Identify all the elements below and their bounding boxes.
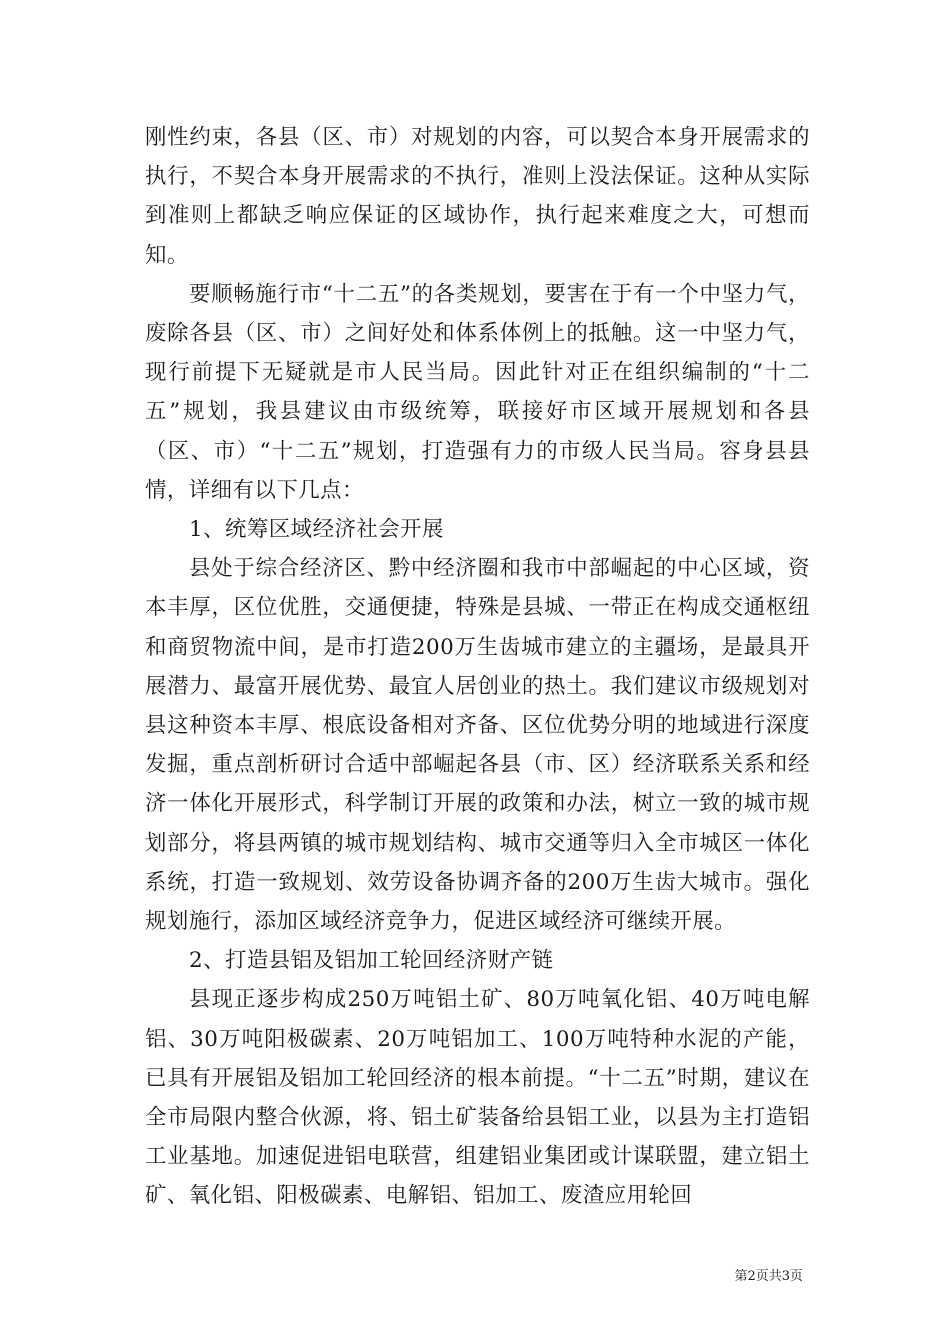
section-heading: 1、统筹区域经济社会开展 <box>189 517 444 543</box>
body-text <box>145 118 810 1216</box>
paragraph: 县现正逐步构成250万吨铝土矿、80万吨氧化铝、40万吨电解铝、30万吨阳极碳素、20万吨铝加工、100万吨特种水泥的产能，已具有开展铝及铝加工轮回经济的根本前提。“十二五”时期，建议在全市局限内整合伙源，将、铝土矿装备给县铝工业，以县为主打造铝工业基地。加速促进铝电联营，组建铝业集团或计谋联盟，建立铝土矿、氧化铝、阳极碳素、电解铝、铝加工、废渣应用轮回 <box>145 987 810 1209</box>
section-heading: 2、打造县铝及铝加工轮回经济财产链 <box>189 948 554 974</box>
paragraph: 刚性约束，各县（区、市）对规划的内容，可以契合本身开展需求的执行，不契合本身开展需求的不执行，准则上没法保证。这种从实际到准则上都缺乏响应保证的区域协作，执行起来难度之大，可想而知。 <box>145 125 810 268</box>
page-number: 第2页共3页 <box>734 1269 803 1284</box>
paragraph: 要顺畅施行市“十二五”的各类规划，要害在于有一个中坚力气，废除各县（区、市）之间好处和体系体例上的抵触。这一中坚力气，现行前提下无疑就是市人民当局。因此针对正在组织编制的“十二五”规划，我县建议由市级统筹，联接好市区域开展规划和各县（区、市）“十二五”规划，打造强有力的市级人民当局。容身县县情，详细有以下几点： <box>145 281 810 503</box>
paragraph: 县处于综合经济区、黔中经济圈和我市中部崛起的中心区域，资本丰厚，区位优胜，交通便捷，特殊是县城、一带正在构成交通枢纽和商贸物流中间，是市打造200万生齿城市建立的主疆场，是最具开展潜力、最富开展优势、最宜人居创业的热土。我们建议市级规划对县这种资本丰厚、根底设备相对齐备、区位优势分明的地域进行深度发掘，重点剖析研讨合适中部崛起各县（市、区）经济联系关系和经济一体化开展形式，科学制订开展的政策和办法，树立一致的城市规划部分，将县两镇的城市规划结构、城市交通等归入全市城区一体化系统，打造一致规划、效劳设备协调齐备的200万生齿大城市。强化规划施行，添加区域经济竞争力，促进区域经济可继续开展。 <box>145 556 810 935</box>
